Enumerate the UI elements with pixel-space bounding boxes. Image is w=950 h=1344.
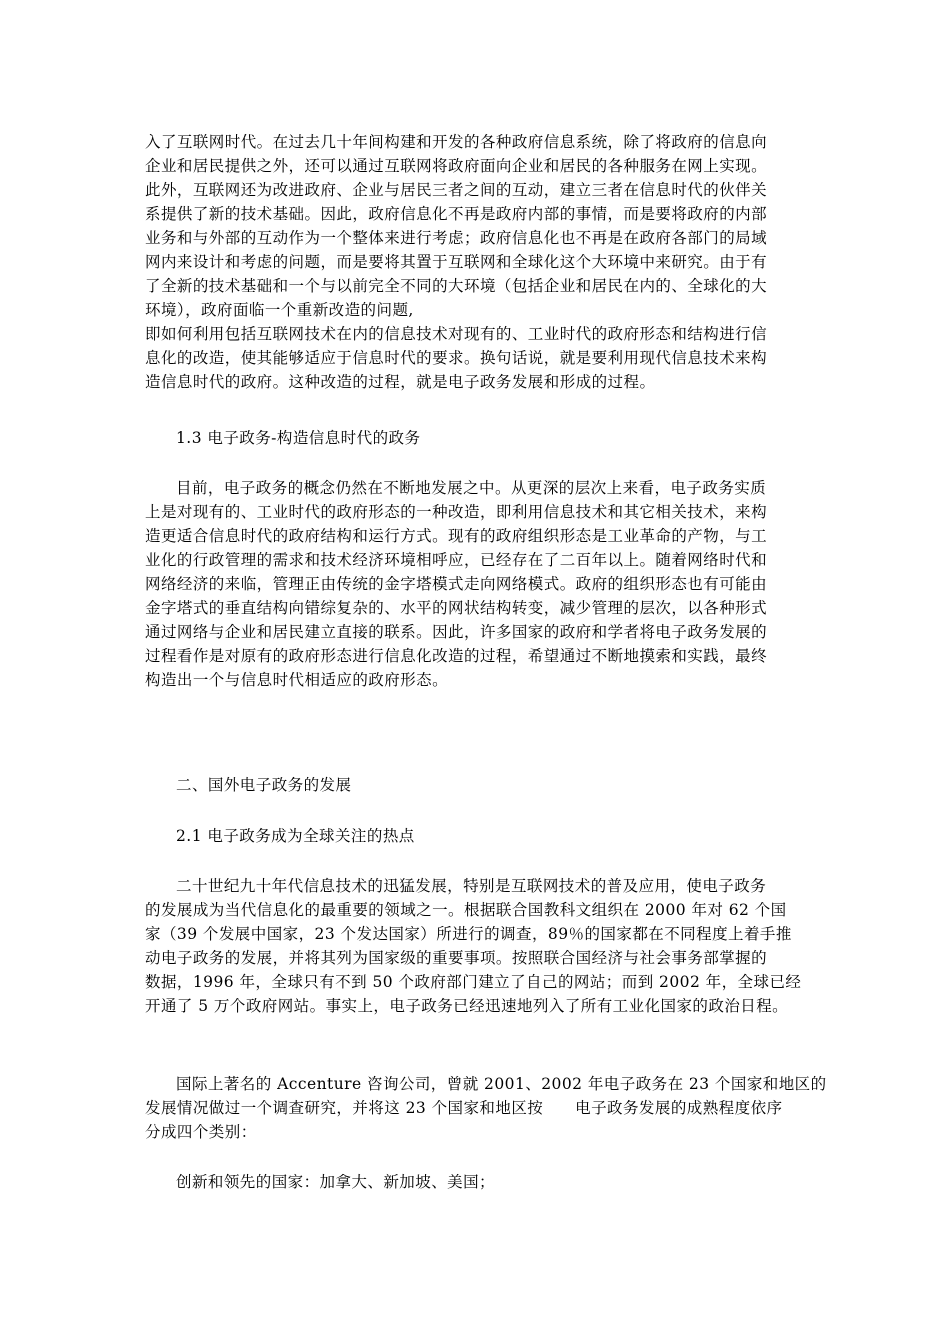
- section-heading-1-3: 1.3 电子政务-构造信息时代的政务: [176, 429, 421, 447]
- paragraph-line: 企业和居民提供之外，还可以通过互联网将政府面向企业和居民的各种服务在网上实现。: [145, 157, 768, 175]
- paragraph-line: 息化的改造，使其能够适应于信息时代的要求。换句话说，就是要利用现代信息技术来构: [145, 349, 768, 367]
- paragraph-line: 了全新的技术基础和一个与以前完全不同的大环境（包括企业和居民在内的、全球化的大: [145, 277, 768, 295]
- paragraph-line: 家（39 个发展中国家，23 个发达国家）所进行的调查，89％的国家都在不同程度上着手推: [145, 925, 792, 943]
- paragraph-line: 入了互联网时代。在过去几十年间构建和开发的各种政府信息系统，除了将政府的信息向: [145, 133, 768, 151]
- paragraph-line: 数据，1996 年，全球只有不到 50 个政府部门建立了自己的网站；而到 2002 年，全球已经: [145, 973, 802, 991]
- paragraph-line: 通过网络与企业和居民建立直接的联系。因此，许多国家的政府和学者将电子政务发展的: [145, 623, 768, 641]
- category-item: 创新和领先的国家：加拿大、新加坡、美国；: [176, 1173, 496, 1191]
- paragraph-line: 金字塔式的垂直结构向错综复杂的、水平的网状结构转变，减少管理的层次，以各种形式: [145, 599, 768, 617]
- paragraph-line: 二十世纪九十年代信息技术的迅猛发展，特别是互联网技术的普及应用，使电子政务: [176, 877, 767, 895]
- paragraph-line: 网络经济的来临，管理正由传统的金字塔模式走向网络模式。政府的组织形态也有可能由: [145, 575, 768, 593]
- paragraph-line: 国际上著名的 Accenture 咨询公司，曾就 2001、2002 年电子政务在 23 个国家和地区的: [176, 1075, 827, 1093]
- paragraph-line: 分成四个类别：: [145, 1123, 257, 1141]
- paragraph-line: 系提供了新的技术基础。因此，政府信息化不再是政府内部的事情，而是要将政府的内部: [145, 205, 768, 223]
- section-heading-2-1: 2.1 电子政务成为全球关注的热点: [176, 827, 415, 845]
- paragraph-line: 动电子政务的发展，并将其列为国家级的重要事项。按照联合国经济与社会事务部掌握的: [145, 949, 768, 967]
- paragraph-line: 的发展成为当代信息化的最重要的领域之一。根据联合国教科文组织在 2000 年对 62 个国: [145, 901, 787, 919]
- paragraph-line: 过程看作是对原有的政府形态进行信息化改造的过程，希望通过不断地摸索和实践，最终: [145, 647, 768, 665]
- paragraph-line: 即如何利用包括互联网技术在内的信息技术对现有的、工业时代的政府形态和结构进行信: [145, 325, 768, 343]
- paragraph-line: 造更适合信息时代的政府结构和运行方式。现有的政府组织形态是工业革命的产物，与工: [145, 527, 768, 545]
- paragraph-line: 造信息时代的政府。这种改造的过程，就是电子政务发展和形成的过程。: [145, 373, 656, 391]
- paragraph-line: 业务和与外部的互动作为一个整体来进行考虑；政府信息化也不再是在政府各部门的局域: [145, 229, 768, 247]
- paragraph-line: 目前，电子政务的概念仍然在不断地发展之中。从更深的层次上来看，电子政务实质: [176, 479, 767, 497]
- paragraph-line: 环境），政府面临一个重新改造的问题,: [145, 301, 414, 319]
- paragraph-line: 构造出一个与信息时代相适应的政府形态。: [145, 671, 449, 689]
- paragraph-line: 发展情况做过一个调查研究，并将这 23 个国家和地区按 电子政务发展的成熟程度依序: [145, 1099, 783, 1117]
- paragraph-line: 网内来设计和考虑的问题，而是要将其置于互联网和全球化这个大环境中来研究。由于有: [145, 253, 768, 271]
- paragraph-line: 上是对现有的、工业时代的政府形态的一种改造，即利用信息技术和其它相关技术，来构: [145, 503, 768, 521]
- paragraph-line: 业化的行政管理的需求和技术经济环境相呼应，已经存在了二百年以上。随着网络时代和: [145, 551, 768, 569]
- paragraph-line: 开通了 5 万个政府网站。事实上，电子政务已经迅速地列入了所有工业化国家的政治日程。: [145, 997, 789, 1015]
- paragraph-line: 此外，互联网还为改进政府、企业与居民三者之间的互动，建立三者在信息时代的伙伴关: [145, 181, 768, 199]
- section-heading-2: 二、国外电子政务的发展: [176, 776, 352, 794]
